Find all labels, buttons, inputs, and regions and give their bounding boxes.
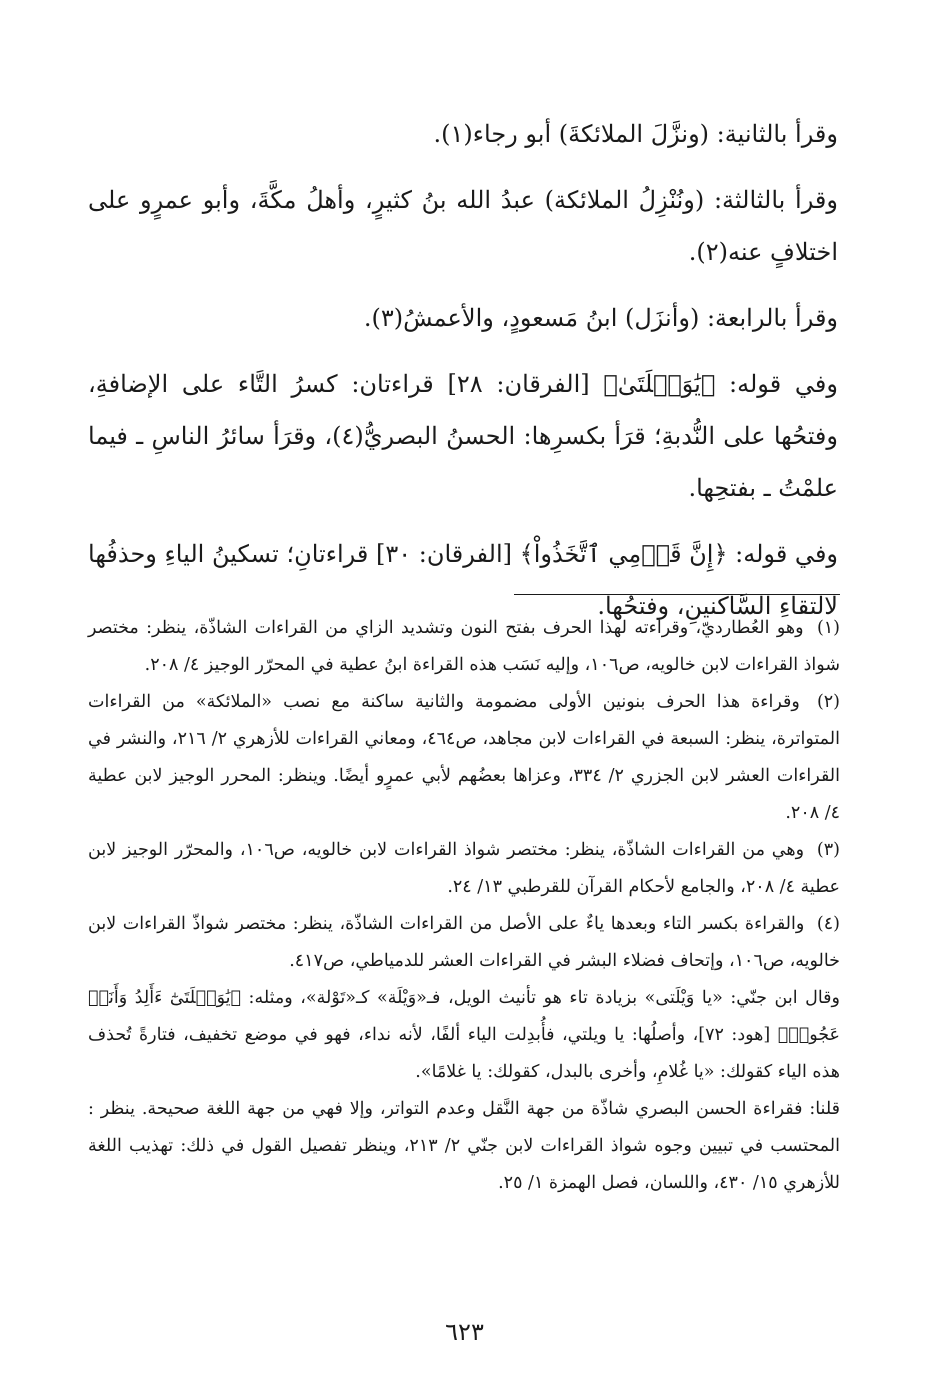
footnote-number: (٢) [816, 692, 840, 712]
paragraph-2: وقرأ بالثالثة: (ونُنْزِلُ الملائكة) عبدُ الله بنُ كثيرٍ، وأهلُ مكَّةَ، وأبو عمرٍو على اختلافٍ عنه(٢). [88, 186, 838, 266]
footnote-text: وهي من القراءات الشاذّة، ينظر: مختصر شواذ القراءات لابن خالويه، ص١٠٦، والمحرّر الوجيز لابن عطية ٤/ ٢٠٨، والجامع لأحكام القرآن للقرطبي ١٣/ ٢٤. [88, 840, 840, 897]
footnote-continuation: قلنا: فقراءة الحسن البصري شاذّة من جهة النَّقل وعدم التواتر، وإلا فهي من جهة اللغة صحيحة. ينظر : المحتسب في تبيين وجوه شواذ القراءات لابن جنّي ٢/ ٢١٣، وينظر تفصيل القول في ذلك: تهذيب اللغة للأزهري ١٥/ ٤٣٠، واللسان، فصل الهمزة ١/ ٢٥. [88, 1099, 840, 1193]
paragraph-5: وفي قوله: ﴿إِنَّ قَوۡمِي ٱتَّخَذُواْ﴾ [الفرقان: ٣٠] قراءتانِ؛ تسكينُ الياءِ وحذفُها لالتقاءِ السَّاكنينِ، وفتحُها. [88, 540, 839, 620]
footnote-text: وقراءة هذا الحرف بنونين الأولى مضمومة والثانية ساكنة مع نصب «الملائكة» من القراءات المتواترة، ينظر: السبعة في القراءات لابن مجاهد، ص٤٦٤، ومعاني القراءات للأزهري ٢/ ٢١٦، والنشر في القراءات العشر لابن الجزري ٢/ ٣٣٤، وعزاها بعضُهم لأبي عمرٍو أيضًا. وينظر: المحرر الوجيز لابن عطية ٤/ ٢٠٨. [88, 692, 840, 823]
footnote-1 [88, 610, 840, 684]
footnote-text: والقراءة بكسر التاء وبعدها ياءٌ على الأصل من القراءات الشاذّة، ينظر: مختصر شواذّ القراءات لابن خالويه، ص١٠٦، وإتحاف فضلاء البشر في القراءات العشر للدمياطي، ص٤١٧. [88, 914, 840, 971]
footnote-4 [88, 906, 840, 1202]
paragraph-1: وقرأ بالثانية: (ونزَّلَ الملائكةَ) أبو رجاء(١). [433, 120, 838, 148]
footnote-continuation: وقال ابن جنّي: «يا وَيْلَتى» بزيادة تاء هو تأنيث الويل، فـ«وَيْلَة» كـ«تَوْلة»، ومثله: ﴿يَٰوَيۡلَتَىٰٓ ءَأَلِدُ وَأَنَا۠ عَجُوزٞ﴾ [هود: ٧٢]، وأصلُها: يا ويلتي، فأُبدِلت الياء ألفًا، لأنه نداء، فهو في موضع تخفيف، فتارةً تُحذف هذه الياء كقولك: «يا غُلامِ، وأخرى بالبدل، كقولك: يا غلامًا». [88, 988, 840, 1082]
footnotes [88, 610, 840, 1202]
main-text [88, 108, 838, 646]
footnote-3 [88, 832, 840, 906]
paragraph-3: وقرأ بالرابعة: (وأنزَل) ابنُ مَسعودٍ، والأعمشُ(٣). [363, 304, 838, 332]
paragraph-4: وفي قوله: ﴿يَٰوَيۡلَتَىٰ﴾ [الفرقان: ٢٨] قراءتان: كسرُ التَّاء على الإضافةِ، وفتحُها على النُّدبةِ؛ قرَأ بكسرِها: الحسنُ البصريُّ(٤)، وقرَأ سائرُ الناسِ ـ فيما علمْتُ ـ بفتحِها. [88, 370, 838, 502]
footnote-separator [514, 594, 840, 595]
footnote-text: وهو العُطارديّ، وقراءته لهذا الحرف بفتح النون وتشديد الزاي من القراءات الشاذّة، ينظر: مختصر شواذ القراءات لابن خالويه، ص١٠٦، وإليه نَسَب هذه القراءة ابنُ عطية في المحرّر الوجيز ٤/ ٢٠٨. [88, 618, 840, 675]
page-number: ٦٢٣ [445, 1318, 484, 1346]
footnote-number: (١) [816, 618, 840, 638]
footnote-number: (٣) [816, 840, 840, 860]
footnote-number: (٤) [816, 914, 840, 934]
footnote-2 [88, 684, 840, 832]
